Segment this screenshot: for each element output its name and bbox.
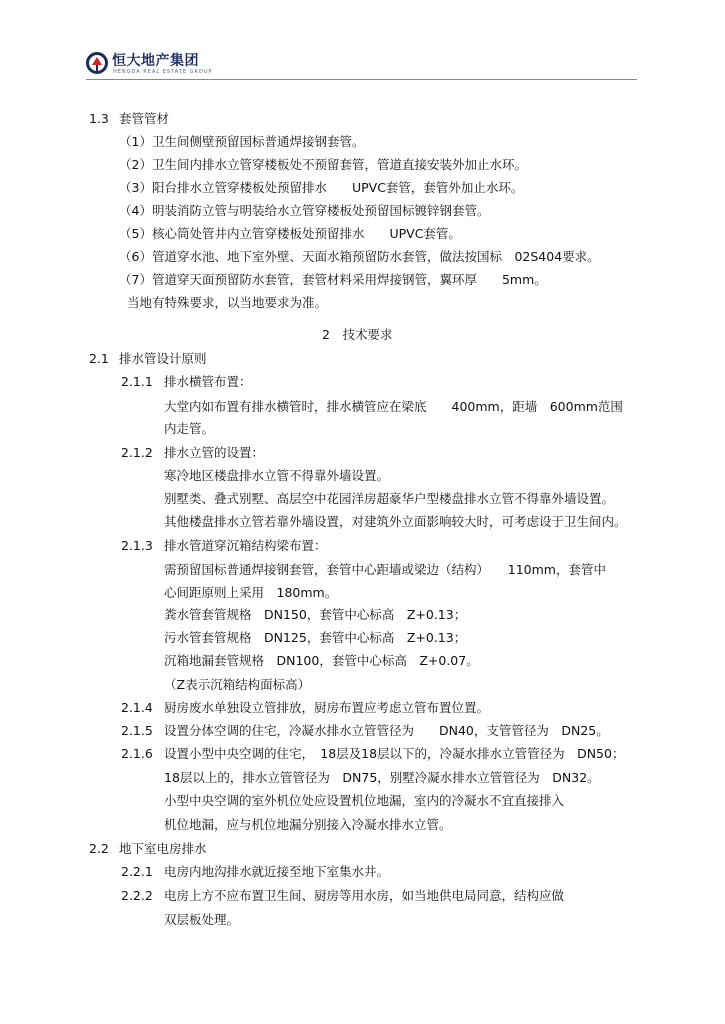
body-text-line: 其他楼盘排水立管若靠外墙设置，对建筑外立面影响较大时，可考虑设于卫生间内。 — [164, 514, 627, 529]
body-text-line: （1）卫生间侧壁预留国标普通焊接钢套管。 — [119, 134, 365, 149]
section-number: 2.1.5 — [121, 723, 153, 738]
section-number: 2.1.2 — [121, 445, 153, 460]
logo-english-text: HENGDA REAL ESTATE GROUP — [113, 69, 213, 75]
body-text-line: （5）核心筒处管井内立管穿楼板处预留排水 UPVC套管。 — [119, 226, 461, 241]
section-number: 2.2 — [89, 841, 109, 856]
section-heading: 排水管道穿沉箱结构梁布置： — [164, 538, 327, 553]
section-number: 2.2.1 — [121, 864, 153, 879]
company-logo — [86, 50, 213, 80]
body-text-line: 需预留国标普通焊接钢套管，套管中心距墙或梁边（结构） 110mm，套管中 — [164, 562, 606, 577]
body-text-line: 污水管套管规格 DN125，套管中心标高 Z+0.13； — [164, 630, 467, 645]
body-text-line: 寒冷地区楼盘排水立管不得靠外墙设置。 — [164, 468, 390, 483]
section-heading: 排水横管布置： — [164, 374, 252, 389]
body-text-line: 粪水管套管规格 DN150，套管中心标高 Z+0.13； — [164, 607, 467, 622]
section-number: 2.2.2 — [121, 888, 153, 903]
body-text-line: （3）阳台排水立管穿楼板处预留排水 UPVC套管，套管外加止水环。 — [119, 180, 524, 195]
header-divider — [86, 79, 637, 80]
body-text-line: 当地有特殊要求，以当地要求为准。 — [127, 295, 328, 310]
logo-emblem-icon — [86, 52, 108, 74]
section-heading: 排水立管的设置： — [164, 445, 265, 460]
body-text-line: 2 技术要求 — [322, 327, 393, 342]
section-number: 2.1 — [89, 351, 109, 366]
body-text-line: （Z表示沉箱结构面标高） — [164, 677, 311, 692]
section-heading: 设置小型中央空调的住宅， 18层及18层以下的，冷凝水排水立管管径为 DN50； — [164, 746, 625, 761]
section-heading: 设置分体空调的住宅，冷凝水排水立管管径为 DN40，支管管径为 DN25。 — [164, 723, 609, 738]
section-number: 2.1.6 — [121, 746, 153, 761]
section-number: 2.1.1 — [121, 374, 153, 389]
body-text-line: 机位地漏，应与机位地漏分别接入冷凝水排水立管。 — [164, 817, 452, 832]
body-text-line: （6）管道穿水池、地下室外壁、天面水箱预留防水套管，做法按国标 02S404要求。 — [119, 249, 600, 264]
section-heading: 地下室电房排水 — [119, 841, 207, 856]
section-heading: 厨房废水单独设立管排放，厨房布置应考虑立管布置位置。 — [164, 700, 490, 715]
body-text-line: 18层以上的，排水立管管径为 DN75，别墅冷凝水排水立管管径为 DN32。 — [164, 770, 600, 785]
body-text-line: （2）卫生间内排水立管穿楼板处不预留套管，管道直接安装外加止水环。 — [119, 157, 527, 172]
body-text-line: （7）管道穿天面预留防水套管，套管材料采用焊接钢管，翼环厚 5mm。 — [119, 272, 547, 287]
body-text-line: 小型中央空调的室外机位处应设置机位地漏，室内的冷凝水不宜直接排入 — [164, 793, 565, 808]
section-number: 2.1.4 — [121, 700, 153, 715]
body-text-line: 大堂内如布置有排水横管时，排水横管应在梁底 400mm，距墙 600mm范围 — [164, 399, 623, 414]
section-heading: 电房上方不应布置卫生间、厨房等用水房，如当地供电局同意，结构应做 — [164, 888, 565, 903]
body-text-line: 心间距原则上采用 180mm。 — [164, 585, 338, 600]
body-text-line: 沉箱地漏套管规格 DN100，套管中心标高 Z+0.07。 — [164, 653, 479, 668]
section-number: 2.1.3 — [121, 538, 153, 553]
body-text-line: 内走管。 — [164, 421, 215, 436]
section-heading: 排水管设计原则 — [119, 351, 207, 366]
section-heading: 电房内地沟排水就近接至地下室集水井。 — [164, 864, 390, 879]
body-text-line: （4）明装消防立管与明装给水立管穿楼板处预留国标镀锌钢套管。 — [119, 203, 490, 218]
section-number: 1.3 — [89, 111, 109, 126]
section-heading: 套管管材 — [119, 111, 170, 126]
body-text-line: 双层板处理。 — [164, 912, 240, 927]
logo-chinese-text: 恒大地产集团 — [112, 53, 199, 69]
body-text-line: 别墅类、叠式别墅、高层空中花园洋房超豪华户型楼盘排水立管不得靠外墙设置。 — [164, 491, 615, 506]
